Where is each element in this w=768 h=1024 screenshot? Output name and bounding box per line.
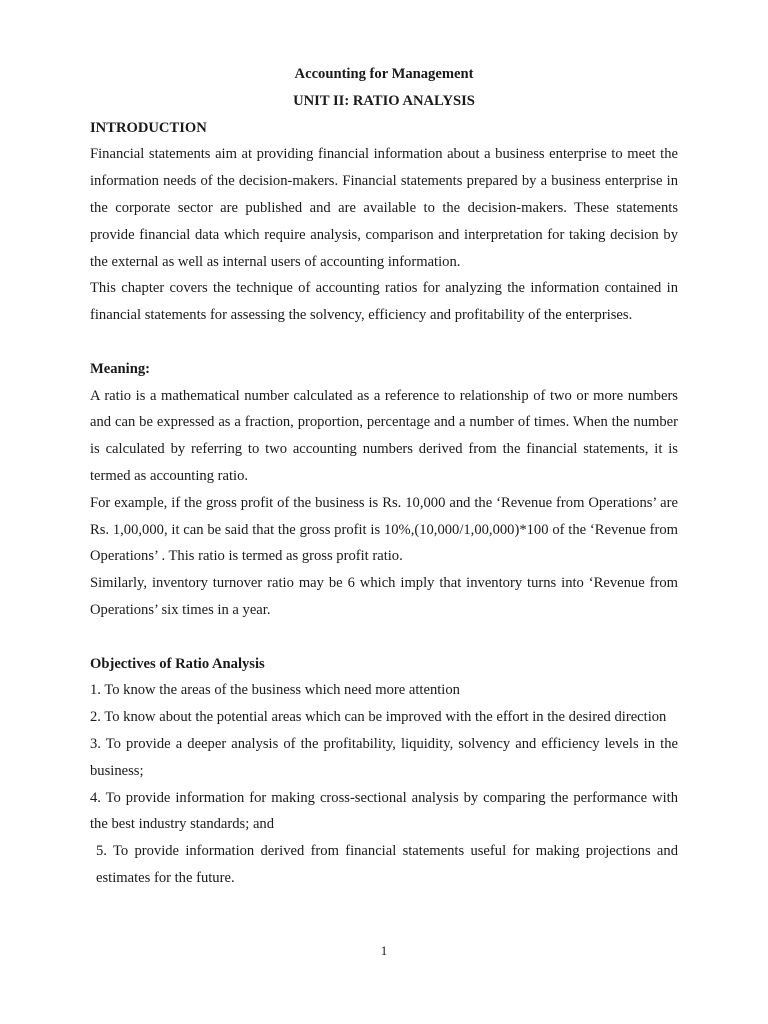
page-number: 1	[380, 943, 388, 958]
objective-item-5: 5. To provide information derived from financial statements useful for making projections and estimates for the future.	[96, 843, 678, 886]
meaning-paragraph-3: Similarly, inventory turnover ratio may be 6 which imply that inventory turns into ‘Revenue from Operations’ six times in a year.	[90, 575, 678, 618]
objective-item-3: 3. To provide a deeper analysis of the profitability, liquidity, solvency and efficiency levels in the business;	[90, 735, 678, 779]
course-title: Accounting for Management	[294, 66, 474, 82]
introduction-heading: INTRODUCTION	[90, 119, 207, 136]
spacer	[90, 329, 678, 356]
meaning-paragraph-1: A ratio is a mathematical number calculated as a reference to relationship of two or more numbers and can be expressed as a fraction, proportion, percentage and a number of times. When the number is calculated by referring to two accounting numbers derived from the financial statements, it is termed as accounting ratio.	[90, 387, 678, 484]
meaning-heading: Meaning:	[90, 360, 150, 377]
objectives-heading: Objectives of Ratio Analysis	[90, 655, 265, 672]
objective-item-2: 2. To know about the potential areas which can be improved with the effort in the desired direction	[90, 709, 667, 726]
meaning-paragraph-2: For example, if the gross profit of the business is Rs. 10,000 and the ‘Revenue from Operations’ are Rs. 1,00,000, it can be said that the gross profit is 10%,(10,000/1,00,000)*100 of the ‘Revenue from Operations’ . This ratio is termed as gross profit ratio.	[90, 494, 678, 565]
introduction-paragraph-1: Financial statements aim at providing financial information about a business enterprise to meet the information needs of the decision-makers. Financial statements prepared by a business enterprise in the corporate sector are published and are available to the decision-makers. These statements provide financial data which require analysis, comparison and interpretation for taking decision by the external as well as internal users of accounting information.	[90, 146, 678, 270]
spacer	[90, 624, 678, 651]
document-body	[90, 61, 678, 892]
unit-title: UNIT II: RATIO ANALYSIS	[293, 92, 475, 109]
objective-item-1: 1. To know the areas of the business which need more attention	[90, 682, 460, 699]
introduction-paragraph-2: This chapter covers the technique of accounting ratios for analyzing the information contained in financial statements for assessing the solvency, efficiency and profitability of the enterprises.	[90, 280, 678, 324]
objective-item-4: 4. To provide information for making cross-sectional analysis by comparing the performance with the best industry standards; and	[90, 789, 678, 833]
